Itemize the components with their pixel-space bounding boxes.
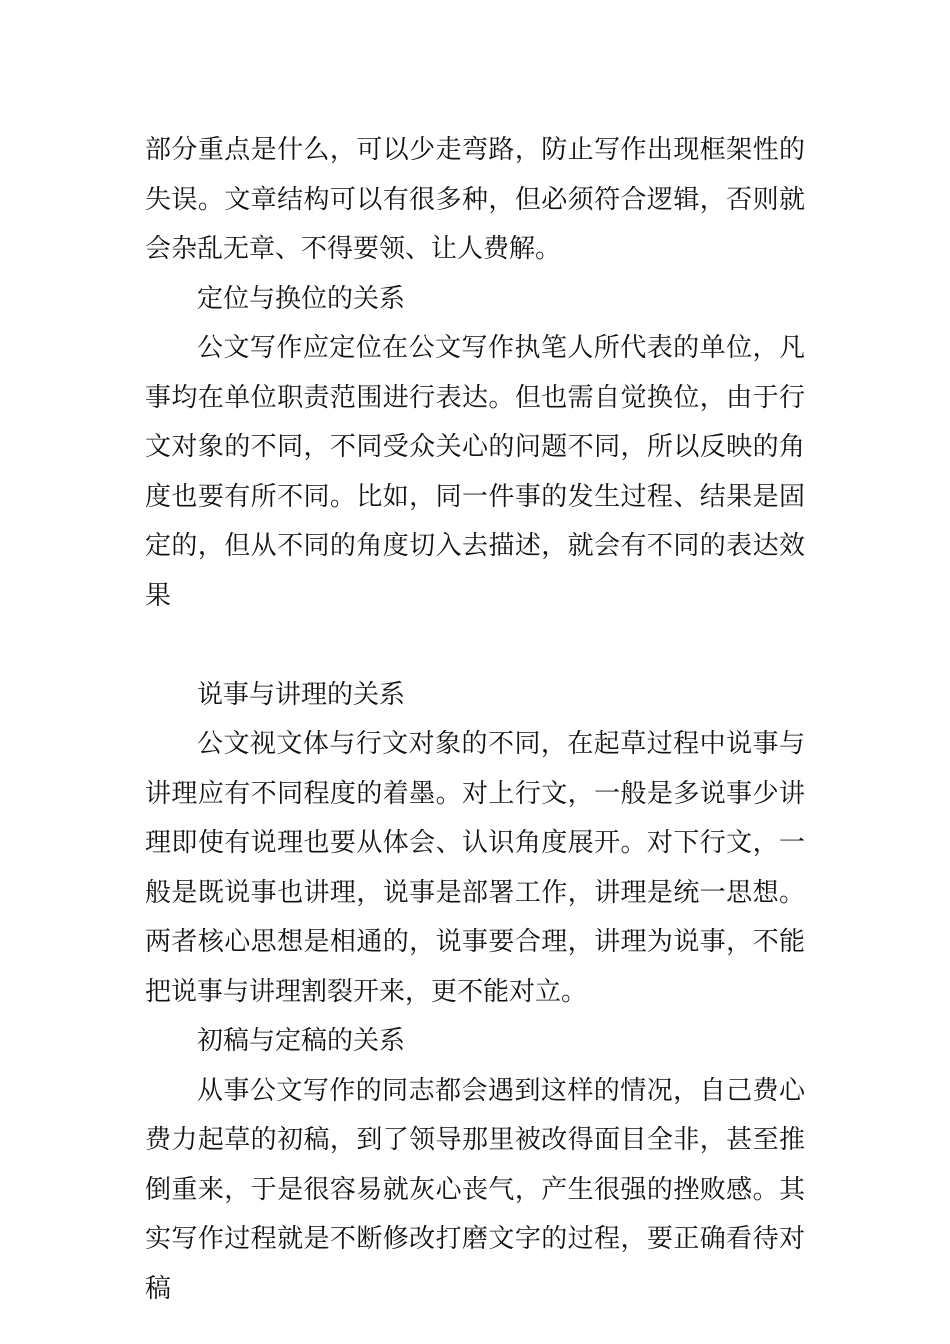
- document-body: [145, 126, 805, 1314]
- paragraph-draft-final: 从事公文写作的同志都会遇到这样的情况，自己费心费力起草的初稿，到了领导那里被改得面目全非，甚至推倒重来，于是很容易就灰心丧气，产生很强的挫败感。其实写作过程就是不断修改打磨文字的过程，要正确看待对稿: [145, 1075, 805, 1304]
- paragraph-positioning: 公文写作应定位在公文写作执笔人所代表的单位，凡事均在单位职责范围进行表达。但也需自觉换位，由于行文对象的不同，不同受众关心的问题不同，所以反映的角度也要有所不同。比如，同一件事的发生过程、结果是固定的，但从不同的角度切入去描述，就会有不同的表达效果: [145, 333, 805, 611]
- section-heading-narration-reasoning: 说事与讲理的关系: [197, 679, 406, 710]
- paragraph-continuation: 部分重点是什么，可以少走弯路，防止写作出现框架性的失误。文章结构可以有很多种，但必须符合逻辑，否则就会杂乱无章、不得要领、让人费解。: [145, 135, 805, 264]
- paragraph-gap: [145, 621, 805, 671]
- section-heading-draft-final: 初稿与定稿的关系: [197, 1026, 406, 1056]
- section-heading-positioning: 定位与换位的关系: [197, 283, 406, 314]
- paragraph-narration-reasoning: 公文视文体与行文对象的不同，在起草过程中说事与讲理应有不同程度的着墨。对上行文，一般是多说事少讲理即使有说理也要从体会、认识角度展开。对下行文，一般是既说事也讲理，说事是部署工作，讲理是统一思想。两者核心思想是相通的，说事要合理，讲理为说事，不能把说事与讲理割裂开来，更不能对立。: [145, 729, 805, 1007]
